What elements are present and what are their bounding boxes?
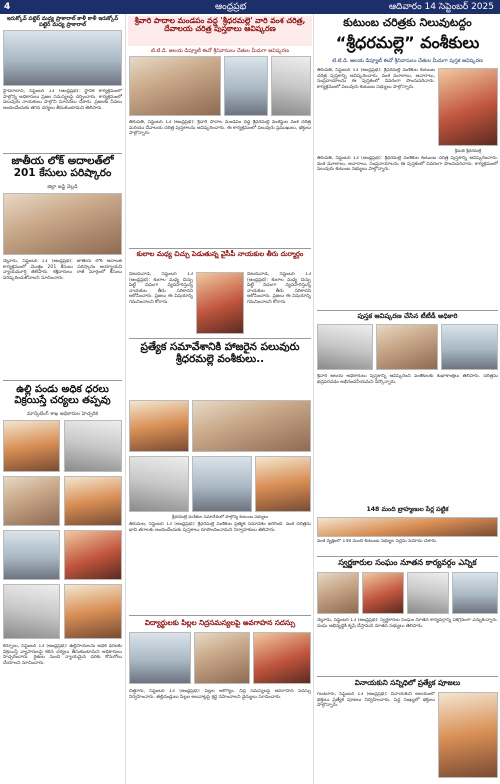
article-photo (129, 400, 189, 452)
column-left (0, 14, 125, 784)
article-photo (438, 692, 498, 778)
article-photo (376, 324, 438, 370)
article-photo (129, 632, 191, 684)
article-photo (3, 584, 60, 639)
article-headline: శ్రీవారి పాదాల మండపం వద్ద 'శ్రీధరమల్లె' వారి వంశ చరిత్ర, దేవాలయ చరిత్ర పుస్తకాలు ఆవిష్కరణ (134, 16, 306, 34)
article-body: తిరుపతి, సెప్టెంబర్ 13 (ఆంధ్రప్రభ): శ్రీధరమల్లె వంశీకుల కుటుంబ చరిత్ర పుస్తకాన్ని ఆవిష్కరించారు. వంశ మూలాలు, ఆచారాలు, సంప్రదాయాలను ఈ పుస్తకంలో వివరంగా పొందుపరిచారు. కార్యక్రమంలో పలువురు కుటుంబ సభ్యులు పాల్గొన్నారు. (317, 68, 435, 90)
article-photo (129, 456, 189, 512)
article-body: గుంటూరు, సెప్టెంబర్ 13 (ఆంధ్రప్రభ): వినాయకుని ఆలయంలో భక్తులు ప్రత్యేక పూజలు నిర్వహించారు. పెద్ద సంఖ్యలో భక్తులు పాల్గొన్నారు. (317, 692, 435, 709)
divider (317, 310, 498, 311)
article-photo (271, 56, 311, 116)
article-body: నెల్లూరు, సెప్టెంబర్ 13 (ఆంధ్రప్రభ): జాతీయ లోక్ అదాలత్ కార్యక్రమంలో మొత్తం 201 కేసులు పరిష్కారం అయ్యాయని న్యాయమూర్తి తెలిపారు. కక్షిదారులు రాజీ మార్గంలో కేసులు పరిష్కరించుకోవాలని సూచించారు. (3, 259, 122, 281)
article-subhead: మార్కెటింగ్ శాఖ అధికారుల హెచ్చరిక (27, 411, 98, 417)
person-portrait (407, 572, 449, 614)
article-photo (64, 476, 122, 526)
article-headline: కుటుంబ చరిత్రకు నిలువుటద్దం (343, 16, 472, 29)
person-portrait (362, 572, 404, 614)
article-photo (64, 420, 122, 472)
photo-caption: శ్రీమతి శ్రీధరమల్లె (454, 148, 482, 153)
person-portrait (317, 572, 359, 614)
person-portrait (452, 572, 498, 614)
article-photo (3, 476, 60, 526)
article-photo (317, 517, 498, 537)
article-headline: 148 మంది బ్రాహ్మణుల పేర్ల పట్టిక (366, 506, 449, 513)
article-photo (3, 530, 60, 580)
article-headline: “శ్రీధరమల్లె” వంశీకులు (335, 33, 480, 52)
article-headline: ఇరుక్కోవ్ పట్టెర్ మధ్య ప్రాకారాల్ కాళీ కాళీ ఇరుక్కోవ్ పట్టెర్ మధ్య ప్రాకారాల్ (6, 16, 119, 29)
article-photo (253, 632, 311, 684)
page-header (0, 0, 500, 14)
article-photo (3, 420, 60, 472)
divider (129, 615, 311, 616)
article-body: విజయవాడ, సెప్టెంబర్ 13 (ఆంధ్రప్రభ): కులాల మధ్య చిచ్చు పెట్టే విధంగా వ్యవహరిస్తున్న నాయకుల తీరు సరికాదని ఆరోపించారు. ప్రజలు ఈ విషయాన్ని గమనించాలని కోరారు. (129, 272, 193, 305)
article-photo (192, 456, 252, 512)
divider (317, 676, 498, 677)
photo-caption: శ్రీధరమల్లె వంశీకుల సమావేశంలో పాల్గొన్న కుటుంబ సభ్యులు (171, 514, 269, 519)
article-body: హైదరాబాద్, సెప్టెంబర్ 13 (ఆంధ్రప్రభ): స్థానిక కార్యక్రమంలో పాల్గొన్న అధికారులు ప్రజల సమస్యలపై చర్చించారు. కార్యక్రమంలో పలువురు నాయకులు పాల్గొని సూచనలు చేశారు. ప్రజలకు సేవలు అందించేందుకు తగిన చర్యలు తీసుకుంటామని తెలిపారు. (3, 89, 122, 111)
article-photo (224, 56, 268, 116)
article-subhead: టి.టి.డి. ఆలయ డిప్యూటీ ఈవో శ్రీనివాసులు చేతుల మీదుగా ఆవిష్కరణ (151, 48, 289, 54)
column-right (313, 14, 500, 784)
divider (129, 248, 311, 249)
article-photo (3, 30, 122, 86)
article-headline: స్వర్ణకారుల సంఘం నూతన కార్యవర్గం ఎన్నిక (338, 558, 477, 567)
article-photo (192, 400, 311, 452)
article-headline: విద్యార్థులకు పిల్లల నిద్రసమస్యలపై అవగాహన సదస్సు (144, 618, 296, 627)
person-portrait (441, 324, 498, 370)
article-photo (129, 56, 221, 116)
article-body: నెల్లూరు, సెప్టెంబర్ 13 (ఆంధ్రప్రభ): స్వర్ణకారుల సంఘం నూతన కార్యవర్గాన్ని ఏకగ్రీవంగా ఎన్నుకున్నారు. సంఘ అభివృద్ధికి కృషి చేస్తామని నూతన సభ్యులు తెలిపారు. (317, 618, 498, 629)
paper-name: ఆంధ్రప్రభ (215, 2, 247, 12)
person-portrait (438, 68, 498, 146)
article-photo (255, 456, 311, 512)
column-middle (125, 14, 313, 784)
article-body: విజయవాడ, సెప్టెంబర్ 13 (ఆంధ్రప్రభ): కులాల మధ్య చిచ్చు పెట్టే విధంగా వ్యవహరిస్తున్న నాయకుల తీరు సరికాదని ఆరోపించారు. ప్రజలు ఈ విషయాన్ని గమనించాలని కోరారు. (247, 272, 311, 305)
divider (317, 556, 498, 557)
article-headline: ఉల్లి పండు అధిక ధరలు విక్రయిస్తే చర్యలు తప్పవు (14, 384, 111, 406)
divider (3, 380, 122, 381)
divider (129, 338, 311, 339)
divider (3, 153, 122, 154)
article-subhead: జిల్లా జడ్జి వెల్లడి (47, 184, 78, 190)
article-body: కర్నూలు, సెప్టెంబర్ 13 (ఆంధ్రప్రభ): ఉల్లిపాయలను అధిక ధరలకు విక్రయిస్తే వ్యాపారులపై కఠిన చర్యలు తీసుకుంటామని అధికారులు హెచ్చరించారు. రైతుల నుంచి న్యాయమైన ధరకు కొనుగోలు చేయాలని సూచించారు. (3, 644, 122, 666)
article-subhead: టి.టి.డి. ఆలయ డిప్యూటీ ఈవో శ్రీనివాసులు చేతుల మీదుగా పుస్తక ఆవిష్కరణ (332, 58, 483, 64)
article-body: తిరుపతి, సెప్టెంబర్ 13 (ఆంధ్రప్రభ): శ్రీవారి పాదాల మండపం వద్ద శ్రీధరమల్లె వంశస్థుల వంశ చరిత్ర మరియు దేవాలయ చరిత్ర పుస్తకాలను ఆవిష్కరించారు. ఈ కార్యక్రమంలో పలువురు ప్రముఖులు, భక్తులు పాల్గొన్నారు. (129, 120, 311, 137)
article-headline: వినాయకుని సన్నిధిలో ప్రత్యేక పూజలు (354, 678, 461, 687)
article-body: శ్రీవారి ఆలయ అధికారులు పుస్తకాన్ని ఆవిష్కరించి వంశీకులకు శుభాకాంక్షలు తెలిపారు. చరిత్రను భద్రపరచడం అభినందనీయమని పేర్కొన్నారు. (317, 374, 498, 385)
article-headline: జాతీయ లోక్ అదాలత్‌లో 201 కేసులు పరిష్కారం (11, 155, 114, 179)
article-photo (3, 193, 122, 255)
person-portrait (196, 272, 244, 334)
article-photo (194, 632, 250, 684)
article-body: తిరుపతి, సెప్టెంబర్ 13 (ఆంధ్రప్రభ): శ్రీధరమల్లె వంశీకుల కుటుంబ చరిత్ర పుస్తకాన్ని ఆవిష్కరించారు. వంశ మూలాలు, ఆచారాలు, సంప్రదాయాలను ఈ పుస్తకంలో వివరంగా పొందుపరిచారు. కార్యక్రమంలో పలువురు కుటుంబ సభ్యులు పాల్గొన్నారు. (317, 156, 498, 173)
article-photo (64, 584, 122, 639)
article-headline: పుస్తక ఆవిష్కరణ చేసిన టీటీడీ అధికారి (357, 312, 458, 320)
article-headline: కులాల మధ్య చిచ్చు పెడుతున్న వైసీపీ నాయకుల తీరు దుర్మార్గం (136, 250, 304, 258)
article-body: తిరుమల, సెప్టెంబర్ 13 (ఆంధ్రప్రభ): శ్రీధరమల్లె వంశీకుల ప్రత్యేక సమావేశం జరిగింది. వంశ చరిత్రను భావి తరాలకు అందించేందుకు పుస్తకాలు రూపొందించామని నిర్వాహకులు తెలిపారు. (129, 522, 311, 533)
page-date: ఆదివారం 14 సెప్టెంబర్ 2025 (388, 2, 494, 12)
article-body: చిత్తూరు, సెప్టెంబర్ 13 (ఆంధ్రప్రభ): పిల్లల ఆరోగ్యం, నిద్ర సమస్యలపై అవగాహన సదస్సు నిర్వహించారు. తల్లిదండ్రులు పిల్లల అలవాట్లపై శ్రద్ధ వహించాలని వైద్యులు సూచించారు. (129, 689, 311, 700)
article-photo (64, 530, 122, 580)
person-portrait (317, 324, 373, 370)
page-number: 4 (4, 2, 11, 12)
article-body: వంశ వృక్షంలో 148 మంది కుటుంబ సభ్యుల పేర్లను నమోదు చేశారు. (317, 539, 438, 544)
article-headline: ప్రత్యేక సమావేశానికి హాజరైన పలువురు శ్రీధరమల్లె వంశీకులు.. (140, 341, 300, 365)
